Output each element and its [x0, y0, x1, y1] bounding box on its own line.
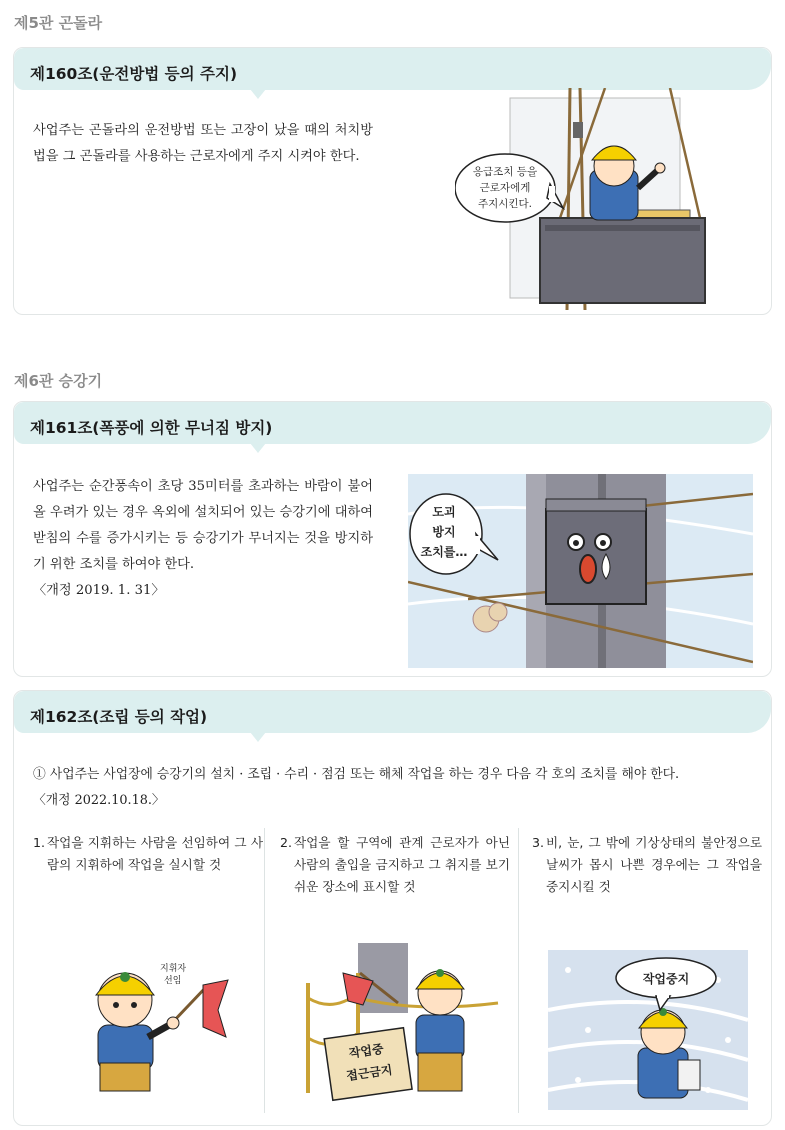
- article-162-header: [14, 691, 771, 733]
- supervisor-flag-illustration: [78, 955, 238, 1095]
- stop-work-illustration: [548, 950, 748, 1110]
- item-1-text: 작업을 지휘하는 사람을 선임하여 그 사람의 지휘하에 작업을 실시할 것: [47, 835, 263, 872]
- item-3-text: 비, 눈, 그 밖에 기상상태의 불안정으로 날씨가 몹시 나쁜 경우에는 그 작업을 중지시킬 것: [546, 835, 762, 894]
- section-title-gondola: 제5관 곤돌라: [14, 14, 103, 32]
- item-3-number: 3.: [532, 835, 545, 850]
- article-162-intro: ① 사업주는 사업장에 승강기의 설치 · 조립 · 수리 · 점검 또는 해체 작업을 하는 경우 다음 각 호의 조치를 해야 한다.: [33, 767, 680, 782]
- article-161-body: 사업주는 순간풍속이 초당 35미터를 초과하는 바람이 불어 올 우려가 있는 경우 옥외에 설치되어 있는 승강기에 대하여 받침의 수를 증가시키는 등 승강기가 무너지는 것을 방지하기 위한 조치를 하여야 한다.: [33, 479, 373, 572]
- storm-bubble-line1: 도괴: [432, 505, 456, 519]
- gondola-worker-illustration: [455, 88, 755, 310]
- no-entry-illustration: [298, 943, 503, 1103]
- article-161-header: [14, 402, 771, 444]
- article-162-item-2: [280, 832, 510, 898]
- item-1-number: 1.: [33, 835, 46, 850]
- article-160-header: [14, 48, 771, 90]
- article-160-body: 사업주는 곤돌라의 운전방법 또는 고장이 났을 때의 처치방법을 그 곤돌라를 사용하는 근로자에게 주지 시켜야 한다.: [33, 123, 373, 164]
- storm-bubble-line3: 조치를…: [420, 545, 468, 559]
- article-161-heading: 제161조(폭풍에 의한 무너짐 방지): [30, 419, 273, 437]
- column-divider: [264, 828, 265, 1113]
- stop-work-bubble: 작업중지: [642, 972, 690, 986]
- article-162-heading: 제162조(조립 등의 작업): [30, 708, 208, 726]
- article-162-item-1: [33, 832, 263, 876]
- gondola-bubble-line1: 응급조치 등을: [472, 166, 538, 178]
- column-divider: [518, 828, 519, 1113]
- article-162-item-3: [532, 832, 762, 898]
- storm-elevator-illustration: [408, 474, 753, 668]
- gondola-bubble-line2: 근로자에게: [479, 182, 531, 194]
- supervisor-label-line2: 선임: [164, 976, 182, 986]
- no-entry-sign-line2: 접근금지: [345, 1062, 394, 1084]
- storm-bubble-line2: 방지: [432, 525, 456, 539]
- gondola-bubble-line3: 주지시킨다.: [477, 198, 533, 210]
- article-161-revision: 〈개정 2019. 1. 31〉: [33, 583, 165, 598]
- section-title-elevator: 제6관 승강기: [14, 372, 103, 390]
- item-2-number: 2.: [280, 835, 293, 850]
- supervisor-label-line1: 지휘자: [160, 964, 187, 974]
- no-entry-sign-line1: 작업중: [348, 1041, 385, 1061]
- item-2-text: 작업을 할 구역에 관계 근로자가 아닌 사람의 출입을 금지하고 그 취지를 보기 쉬운 장소에 표시할 것: [294, 835, 510, 894]
- article-162-revision: 〈개정 2022.10.18.〉: [33, 793, 165, 808]
- article-160-heading: 제160조(운전방법 등의 주지): [30, 65, 238, 83]
